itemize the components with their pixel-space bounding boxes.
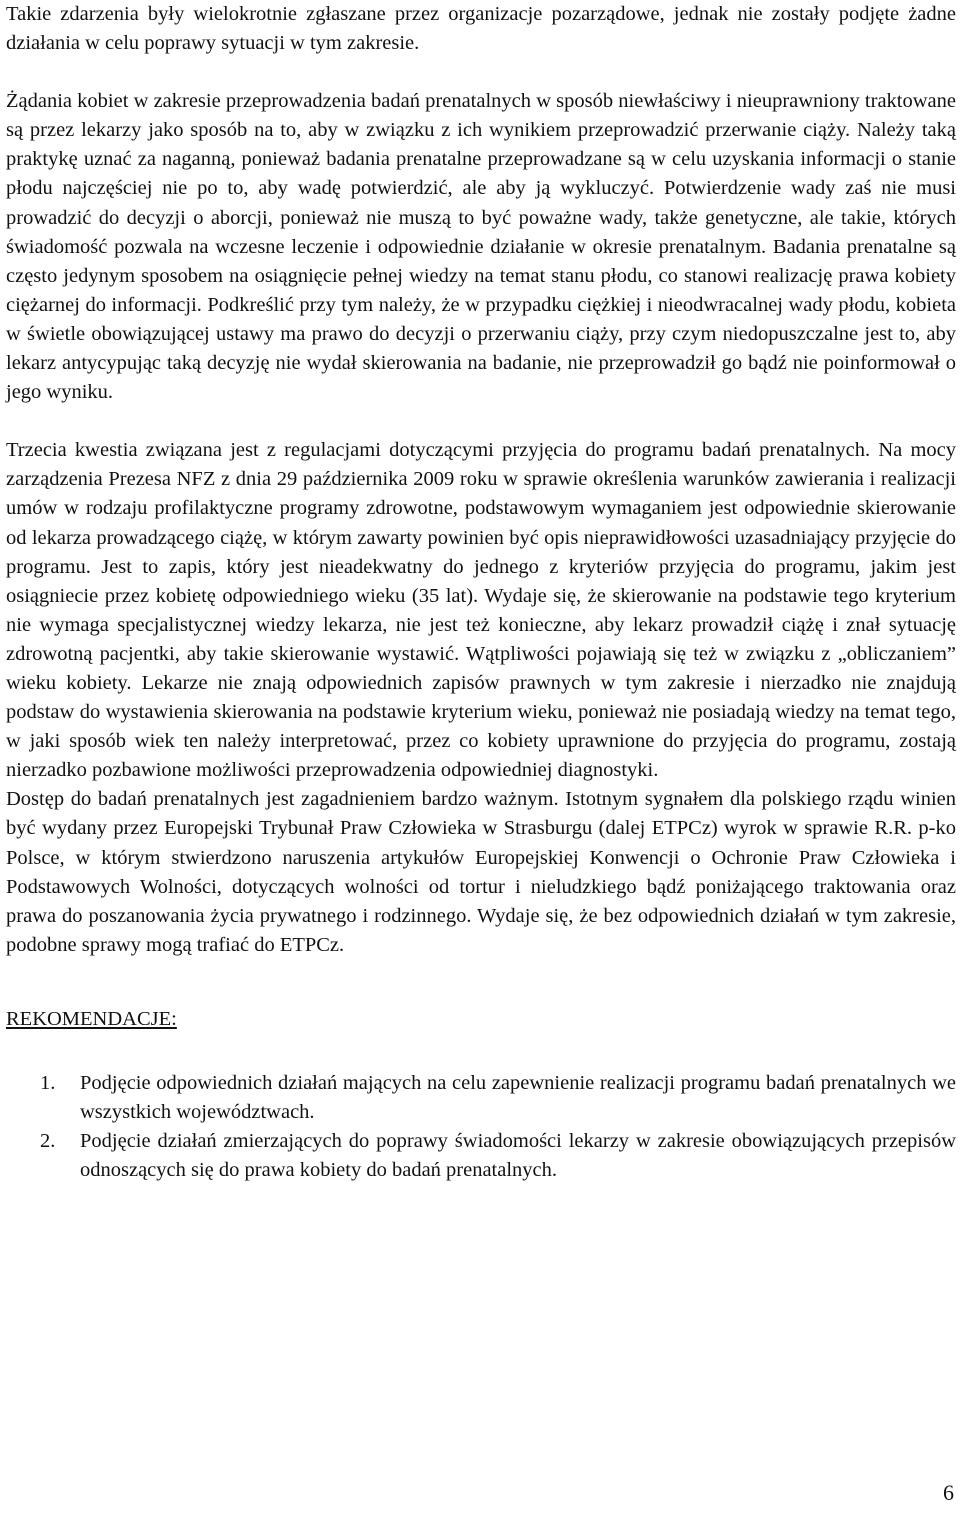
recommendations-heading: REKOMENDACJE:: [6, 1007, 177, 1030]
page-number: 6: [943, 1480, 954, 1505]
paragraph-3: Trzecia kwestia związana jest z regulacjami dotyczącymi przyjęcia do programu badań prenatalnych. Na mocy zarządzenia Prezesa NFZ z dnia 29 października 2009 roku w sprawie określenia warunków zawierania i realizacji umów w rodzaju profilaktyczne programy zdrowotne, podstawowym wymaganiem jest odpowiednie skierowanie od lekarza prowadzącego ciążę, w którym zawarty powinien być opis nieprawidłowości uzasadniający przyjęcie do programu. Jest to zapis, który jest nieadekwatny do jednego z kryteriów przyjęcia do programu, jakim jest osiągniecie przez kobietę odpowiedniego wieku (35 lat). Wydaje się, że skierowanie na podstawie tego kryterium nie wymaga specjalistycznej wiedzy lekarza, nie jest też konieczne, aby lekarz prowadził ciążę i znał sytuację zdrowotną pacjentki, aby takie skierowanie wystawić. Wątpliwości pojawiają się też w związku z „obliczaniem” wieku kobiety. Lekarze nie znają odpowiednich zapisów prawnych w tym zakresie i nierzadko nie znajdują podstaw do wystawienia skierowania na podstawie kryterium wieku, ponieważ nie posiadają wiedzy na temat tego, w jaki sposób wiek ten należy interpretować, przez co kobiety uprawnione do przyjęcia do programu, zostają nierzadko pozbawione możliwości przeprowadzenia odpowiedniej diagnostyki.: [6, 439, 956, 782]
recommendations-list: [6, 1069, 956, 1185]
recommendation-item: [6, 1127, 956, 1185]
recommendation-number: 1.: [40, 1071, 56, 1094]
recommendation-number: 2.: [40, 1130, 56, 1153]
paragraph-2: Żądania kobiet w zakresie przeprowadzenia badań prenatalnych w sposób niewłaściwy i nieuprawniony traktowane są przez lekarzy jako sposób na to, aby w związku z ich wynikiem przeprowadzić przerwanie ciąży. Należy taką praktykę uznać za naganną, ponieważ badania prenatalne przeprowadzane są w celu uzyskania informacji o stanie płodu najczęściej nie po to, aby wadę potwierdzić, ale aby ją wykluczyć. Potwierdzenie wady zaś nie musi prowadzić do decyzji o aborcji, ponieważ nie muszą to być poważne wady, także genetyczne, ale takie, których świadomość pozwala na wczesne leczenie i odpowiednie działanie w okresie prenatalnym. Badania prenatalne są często jedynym sposobem na osiągnięcie pełnej wiedzy na temat stanu płodu, co stanowi realizację prawa kobiety ciężarnej do informacji. Podkreślić przy tym należy, że w przypadku ciężkiej i nieodwracalnej wady płodu, kobieta w świetle obowiązującej ustawy ma prawo do decyzji o przerwaniu ciąży, przy czym niedopuszczalne jest to, aby lekarz antycypując taką decyzję nie wydał skierowania na badanie, nie przeprowadził go bądź nie poinformował o jego wyniku.: [6, 90, 956, 404]
recommendation-text: Podjęcie odpowiednich działań mających na celu zapewnienie realizacji programu badań prenatalnych we wszystkich województwach.: [80, 1071, 956, 1123]
paragraph-spacer: [6, 407, 956, 436]
recommendation-item: [6, 1069, 956, 1127]
paragraph-spacer: [6, 58, 956, 87]
paragraph-1: Takie zdarzenia były wielokrotnie zgłaszane przez organizacje pozarządowe, jednak nie zostały podjęte żadne działania w celu poprawy sytuacji w tym zakresie.: [6, 3, 956, 55]
recommendation-text: Podjęcie działań zmierzających do poprawy świadomości lekarzy w zakresie obowiązujących przepisów odnoszących się do prawa kobiety do badań prenatalnych.: [80, 1130, 956, 1182]
paragraph-4: Dostęp do badań prenatalnych jest zagadnieniem bardzo ważnym. Istotnym sygnałem dla polskiego rządu winien być wydany przez Europejski Trybunał Praw Człowieka w Strasburgu (dalej ETPCz) wyrok w sprawie R.R. p-ko Polsce, w którym stwierdzono naruszenia artykułów Europejskiej Konwencji o Ochronie Praw Człowieka i Podstawowych Wolności, dotyczących wolności od tortur i nieludzkiego bądź poniżającego traktowania oraz prawa do poszanowania życia prywatnego i rodzinnego. Wydaje się, że bez odpowiednich działań w tym zakresie, podobne sprawy mogą trafiać do ETPCz.: [6, 788, 956, 956]
document-page: [6, 0, 956, 1201]
